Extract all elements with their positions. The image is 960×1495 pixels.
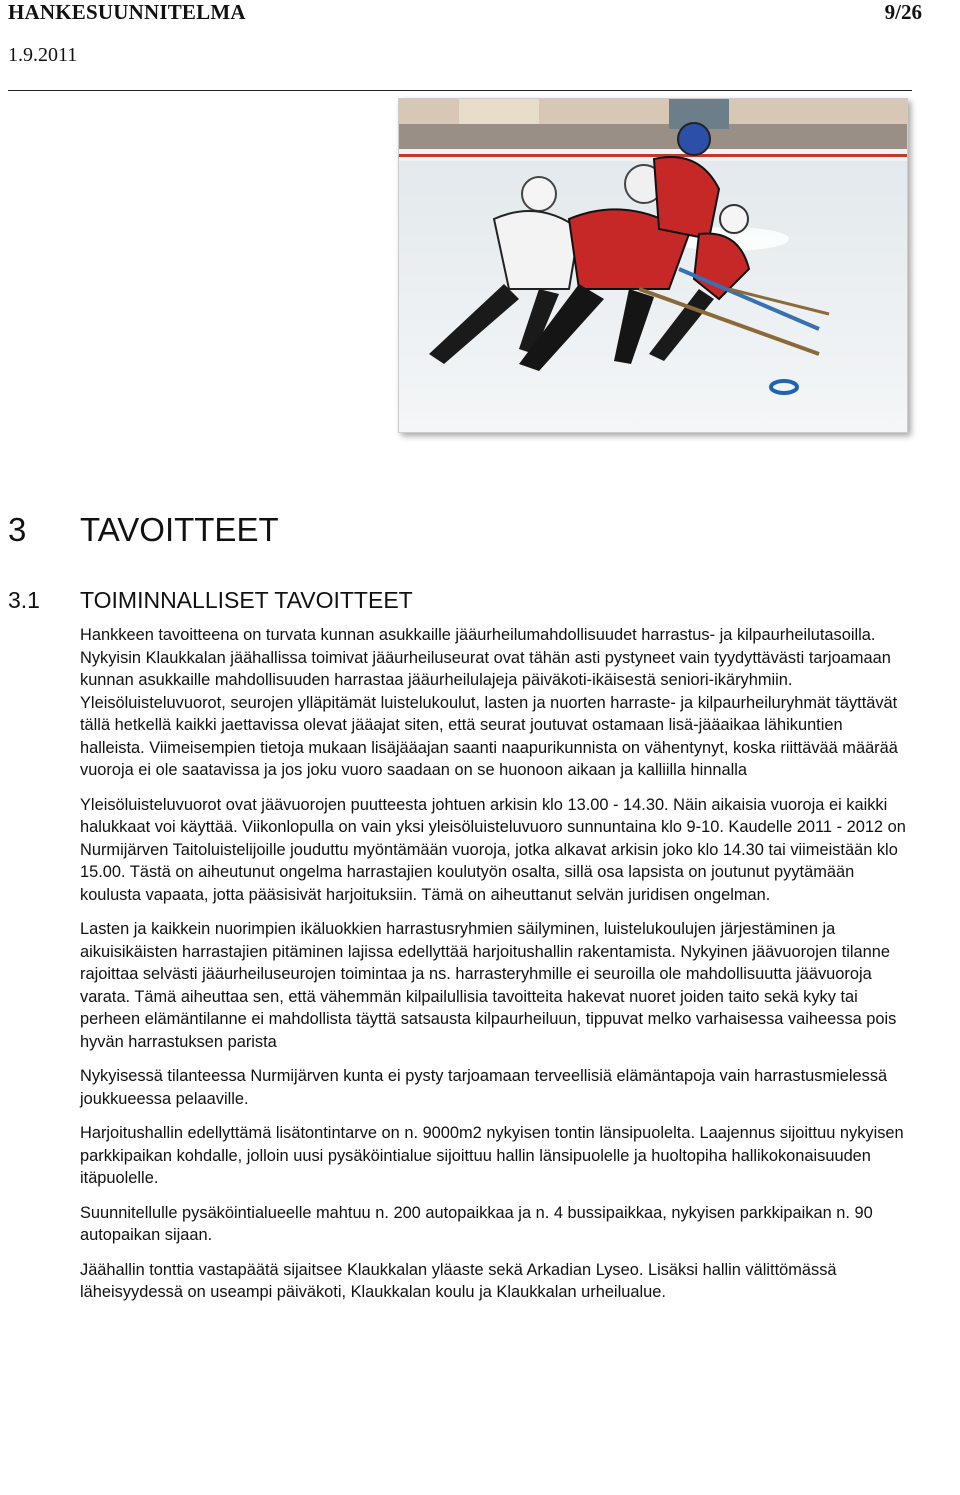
header-divider xyxy=(8,90,912,91)
section-title: TAVOITTEET xyxy=(80,511,279,548)
paragraph: Suunnitellulle pysäköintialueelle mahtuu n. 200 autopaikkaa ja n. 4 bussipaikkaa, nykyisen parkkipaikan n. 90 autopaikan sijaan. xyxy=(80,1203,873,1244)
paragraph: Lasten ja kaikkein nuorimpien ikäluokkien harrastusryhmien säilyminen, luistelukoulujen järjestäminen ja aikuisikäisten harrastajien pitäminen lajissa edellyttää harjoitushallin rakentamista. Nykyinen jäävuorojen tilanne rajoittaa selvästi jääurheiluseurojen toimintaa ja ns. harrasteryhmille ei seuroilla ole mahdollisuutta jäävuoroja varata. Tämä aiheuttaa sen, että vähemmän kilpailullisia tavoitteita hakevat nuoret joiden taito sekä kyky tai perheen elämäntilanne ei mahdollista täyttä satsausta kilpaurheiluun, tippuvat melko varhaisessa vaiheessa pois hyvän harrastuksen parista xyxy=(80,920,897,1051)
subsection-title: TOIMINNALLISET TAVOITTEET xyxy=(80,587,413,613)
paragraph: Jäähallin tonttia vastapäätä sijaitsee Klaukkalan yläaste sekä Arkadian Lyseo. Lisäksi hallin välittömässä läheisyydessä on useampi päiväkoti, Klaukkalan koulu ja Klaukkalan urheilualue. xyxy=(80,1260,837,1301)
ice-rink-photo xyxy=(398,98,908,433)
section-number: 3 xyxy=(8,511,27,548)
paragraph: Harjoitushallin edellyttämä lisätontintarve on n. 9000m2 nykyisen tontin länsipuolelta. Laajennus sijoittuu nykyisen parkkipaikan kohdalle, jolloin uusi pysäköintialue sijoittuu hallin länsipuolelle ja huoltopiha hallikokonaisuuden itäpuolelle. xyxy=(80,1124,904,1187)
page-number: 9/26 xyxy=(884,0,922,24)
document-date: 1.9.2011 xyxy=(8,44,78,66)
body-text xyxy=(80,624,910,1316)
paragraph: Hankkeen tavoitteena on turvata kunnan asukkaille jääurheilumahdollisuudet harrastus- ja kilpaurheilutasoilla. Nykyisin Klaukkalan jäähallissa toimivat jääurheiluseurat ovat tähän asti pystyneet vain tyydyttävästi tarjoamaan kunnan asukkaille mahdollisuuden harrastaa jääurheilulajeja päiväkoti-ikäisestä seniori-ikäryhmiin. Yleisöluisteluvuorot, seurojen ylläpitämät luistelukoulut, lasten ja nuorten harraste- ja kilpaurheiluryhmät täyttävät tällä hetkellä kaikki jaettavissa olevat jääajat siten, että seurat joutuvat ostamaan lisä-jääaikaa lähikuntien halleista. Viimeisempien tietoja mukaan lisäjääajan saanti naapurikunnista on vähentynyt, koska riittävää määrää vuoroja ei ole saatavissa ja jos joku vuoro saadaan on se huonoon aikaan ja kalliilla hinnalla xyxy=(80,626,898,779)
section-heading xyxy=(8,508,279,552)
paragraph: Nykyisessä tilanteessa Nurmijärven kunta ei pysty tarjoamaan terveellisiä elämäntapoja vain harrastusmielessä joukkueessa pelaaville. xyxy=(80,1067,888,1108)
subsection-heading xyxy=(8,584,413,616)
paragraph: Yleisöluisteluvuorot ovat jäävuorojen puutteesta johtuen arkisin klo 13.00 - 14.30. Näin aikaisia vuoroja ei kaikki halukkaat voi käyttää. Viikonlopulla on vain yksi yleisöluisteluvuoro sunnuntaina klo 9-10. Kaudelle 2011 - 2012 on Nurmijärven Taitoluistelijoille jouduttu myöntämään vuoroja, jotka alkavat arkisin joko klo 14.30 tai viimeistään klo 15.00. Tästä on aiheutunut ongelma harrastajien koulutyön osalta, sillä osa lapsista on joutunut pyytämään koulusta vapaata, jotta pääsisivät harjoituksiin. Tämä on aiheuttanut selvän juridisen ongelman. xyxy=(80,795,906,904)
document-title: HANKESUUNNITELMA xyxy=(8,0,246,24)
subsection-number: 3.1 xyxy=(8,587,40,613)
